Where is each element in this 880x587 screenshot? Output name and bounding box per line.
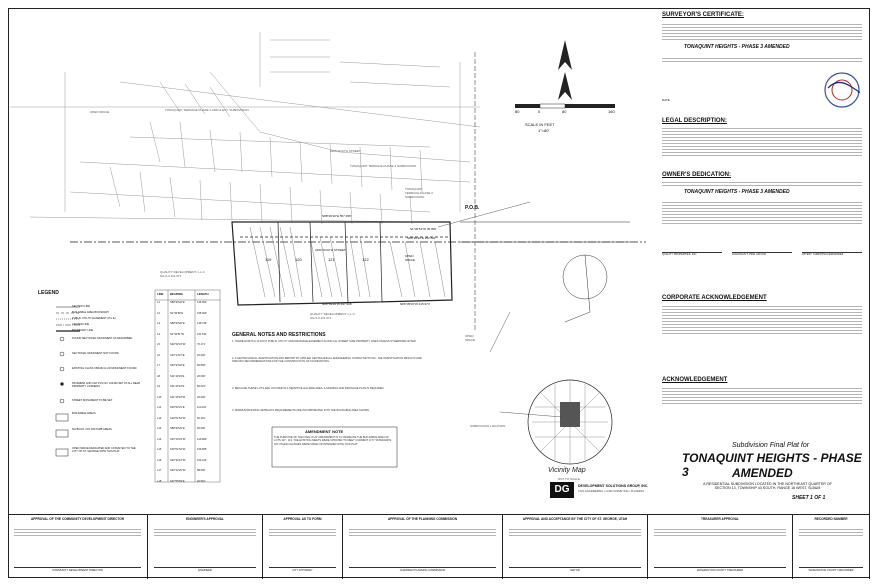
label-quality-dev: QUALITY DEVELOPMENT, L.L.C. SG-6-3-111-371 bbox=[160, 270, 206, 278]
line-table-cell: 66.658' bbox=[197, 364, 206, 367]
scale-tick-0: 0 bbox=[538, 109, 541, 114]
legend-item: FOUND SECTIONAL MONUMENT AS DESCRIBED bbox=[72, 337, 133, 340]
scale-ratio: 1"=80' bbox=[538, 128, 550, 133]
label-bearing-bottom2: N86°05'00"W 215.973' bbox=[400, 302, 431, 306]
approval-block bbox=[343, 515, 503, 579]
approval-signature-line: ENGINEER bbox=[154, 567, 256, 572]
surveyor-date-label: DATE bbox=[662, 98, 670, 102]
line-table-cell: L8 bbox=[157, 374, 160, 378]
line-table-cell: S23°10'43"W bbox=[170, 437, 186, 441]
label-bearing-pob: S1°30'51"W 35.000' bbox=[410, 227, 437, 231]
line-table-cell: L4 bbox=[157, 332, 160, 336]
approval-signature-line: COMMUNITY DEVELOPMENT DIRECTOR bbox=[14, 567, 141, 572]
line-table-cell: 155.000' bbox=[197, 311, 207, 315]
legend-item: OPEN SPACE DEDICATED AND CONVEYED TO THE CITY OF ST. GEORGE WITH THIS PLAT bbox=[72, 447, 136, 453]
line-table-cell: L12 bbox=[157, 416, 162, 420]
scale-tick-160: 160 bbox=[608, 109, 615, 114]
general-notes-title: GENERAL NOTES AND RESTRICTIONS bbox=[232, 332, 326, 338]
company-tagline: CIVIL ENGINEERING • LAND SURVEYING • PLANNING bbox=[578, 490, 645, 493]
general-note-item: 4. MINIMUM BUILDING SETBACKS REQUIREMENTS ARE INCORPORATED INTO THE BUILDABLE AREA SHOWN. bbox=[232, 409, 370, 412]
line-table-cell: L10 bbox=[157, 395, 162, 399]
scale-bar bbox=[515, 104, 615, 108]
line-table-cell: 149.749' bbox=[197, 322, 207, 325]
amendment-note-title: AMENDMENT NOTE bbox=[305, 429, 344, 434]
approval-block bbox=[648, 515, 793, 579]
line-table-cell: 95.000' bbox=[197, 427, 206, 430]
line-table-cell: L18 bbox=[157, 479, 162, 483]
vicinity-map bbox=[500, 380, 612, 464]
line-table-cell: L3 bbox=[157, 322, 160, 325]
line-table-cell: S20°01'52"W bbox=[170, 416, 186, 420]
label-tonaquint-terrace-3: TONAQUINT TERRACE PHASE 3 SUBDIVISION bbox=[405, 187, 433, 199]
line-table-cell: L15 bbox=[157, 448, 162, 451]
label-pob: P.O.B. bbox=[465, 205, 480, 211]
approval-heading: TREASURER APPROVAL bbox=[700, 517, 740, 521]
legend-item: BOUNDARY LINE bbox=[72, 329, 94, 332]
approval-block bbox=[503, 515, 648, 579]
line-table-cell: L14 bbox=[157, 437, 162, 441]
approval-heading: APPROVAL OF THE PLANNING COMMISSION bbox=[387, 517, 458, 521]
line-table-cell: N88°26'20"E bbox=[170, 322, 185, 325]
legend-item: 5/8 REBAR AND CAP PLS NO. 162130 SET AT ALL REAR PROPERTY CORNERS bbox=[72, 382, 141, 388]
line-table-cell: 46.562' bbox=[197, 479, 206, 483]
line-table-cell: S11°40'19"E bbox=[170, 374, 185, 378]
scale-label: SCALE IN FEET bbox=[525, 122, 555, 127]
line-table-cell: 20.000' bbox=[197, 353, 206, 357]
label-bearing-top: N88°26'20"E 557.458' bbox=[322, 214, 352, 218]
line-table-cell: S40°52'21"E bbox=[170, 406, 185, 409]
line-table-cell: S11°40'19"E bbox=[170, 385, 185, 388]
approval-heading: APPROVAL OF THE COMMUNITY DEVELOPMENT DIRECTOR bbox=[30, 517, 125, 521]
final-plat-title-2: AMENDED bbox=[732, 466, 793, 480]
line-table-cell: S20°01'52"W bbox=[170, 448, 186, 451]
line-table-grid bbox=[155, 290, 220, 482]
line-table-cell: L17 bbox=[157, 469, 162, 472]
line-table-cell: N1°30'50"E bbox=[170, 311, 184, 315]
line-table-cell: 70.171' bbox=[197, 343, 206, 346]
line-table-cell: L16 bbox=[157, 458, 162, 462]
label-2400-south: 2400 SOUTH STREET bbox=[330, 149, 361, 153]
lot-121: 121 bbox=[328, 257, 335, 262]
line-table-header: LENGTH bbox=[197, 292, 209, 296]
legend-item: SECTIONAL MONUMENT NOT FOUND bbox=[72, 352, 119, 355]
general-note-item: 3. BECAUSE THESE LOTS ARE LOCATED IN A SENSITIVE HILLSIDE AREA, A GRADING AND DRAINAGE PLAN IS REQUIRED. bbox=[232, 387, 385, 390]
legend-title: LEGEND bbox=[38, 290, 59, 296]
approval-block bbox=[793, 515, 870, 579]
line-table-cell: L2 bbox=[157, 311, 160, 315]
approval-heading: APPROVAL AND ACCEPTANCE BY THE CITY OF ST. GEORGE, UTAH bbox=[522, 517, 628, 521]
owner-sig-3: ATTEST: CHRISTINA FERNANDEZ bbox=[802, 252, 862, 256]
amendment-note-text: THE PURPOSE OF THE FINAL PLAT AMENDMENT IS TO INCREASE THE BUILDABLE AREA OF LOTS 117 - 119. THE EXISTING MEETS WERE UPDATED TO MEET CURRENT CITY STANDARDS. NO OTHER CHANGES WERE MADE OR INTENDED WITH THIS PLAT. bbox=[274, 436, 392, 446]
corporate-ack-heading: CORPORATE ACKNOWLEDGEMENT bbox=[662, 295, 767, 301]
line-table-cell: S30°34'46"E bbox=[170, 364, 185, 367]
line-table-cell: L13 bbox=[157, 427, 162, 430]
approval-heading: ENGINEER'S APPROVAL bbox=[186, 517, 224, 521]
approval-block bbox=[263, 515, 343, 579]
plat-map bbox=[10, 12, 649, 497]
approval-signature-line: WASHINGTON COUNTY TREASURER bbox=[654, 567, 786, 572]
line-table-cell: L9 bbox=[157, 385, 160, 388]
legend-item: BUILDABLE AREAS bbox=[72, 412, 96, 415]
label-open-space-2: OPEN SPACE bbox=[465, 334, 475, 342]
surveyor-plat-title: TONAQUINT HEIGHTS - PHASE 3 AMENDED bbox=[684, 44, 790, 50]
label-open-space: OPEN SPACE bbox=[90, 110, 110, 114]
line-table-cell: S11°40'19"W bbox=[170, 395, 186, 399]
legend-item: EXISTING CLASS I BRAIN & LID MONUMENT FOUND bbox=[72, 367, 137, 370]
line-table-cell: S37°55'59"E bbox=[170, 479, 185, 483]
approval-block bbox=[8, 515, 148, 579]
line-table-cell: 146.062' bbox=[197, 301, 207, 304]
line-table-cell: L6 bbox=[157, 353, 160, 357]
approval-heading: RECORDED NUMBER bbox=[814, 517, 848, 521]
line-table-cell: 166.865' bbox=[197, 448, 207, 451]
legal-text bbox=[662, 126, 862, 158]
scale-tick-80a: 80 bbox=[515, 109, 520, 114]
line-table-cell: N88°26'20"E bbox=[170, 427, 185, 430]
line-table-cell: L1 bbox=[157, 301, 160, 304]
lot-122: 122 bbox=[362, 257, 369, 262]
legend-item: STREET MONUMENT TO BE SET bbox=[72, 399, 113, 402]
legend-item: SECTION LINE bbox=[72, 305, 91, 308]
line-table-cell: N88°26'20"E bbox=[170, 301, 185, 304]
line-table-cell: N1°30'51"W bbox=[170, 332, 184, 336]
vicinity-map-scale: NOT TO SCALE bbox=[558, 477, 580, 481]
approval-block bbox=[148, 515, 263, 579]
company-name: DEVELOPMENT SOLUTIONS GROUP, INC. bbox=[578, 484, 649, 488]
final-plat-subtitle: Subdivision Final Plat for bbox=[732, 442, 810, 449]
sheet-number: SHEET 1 OF 1 bbox=[792, 495, 826, 501]
line-table-cell: 88.000' bbox=[197, 469, 206, 472]
north-arrow-icon bbox=[558, 40, 572, 100]
line-table-cell: L5 bbox=[157, 343, 160, 346]
approval-strip bbox=[8, 514, 870, 579]
line-table-cell: L11 bbox=[157, 406, 162, 409]
line-table-cell: 111.001' bbox=[197, 406, 207, 409]
approval-signature-line: MAYOR bbox=[509, 567, 641, 572]
line-table-header: LINE bbox=[157, 292, 164, 296]
lot-120: 120 bbox=[295, 257, 302, 262]
line-table-cell: S20°32'16"W bbox=[170, 458, 186, 462]
line-table-cell: 103.442' bbox=[197, 458, 207, 462]
line-table-cell: 161.531' bbox=[197, 332, 207, 336]
lot-open-space: OPEN SPACE bbox=[405, 254, 415, 262]
line-table-cell: S20°32'16"W bbox=[170, 343, 186, 346]
line-table-cell: 60.101' bbox=[197, 416, 206, 420]
legend-item: PUBLIC UTILITY EASEMENT (P.U.E.) bbox=[72, 317, 117, 320]
surveyor-text bbox=[662, 22, 862, 42]
approval-signature-line: WASHINGTON COUNTY RECORDER bbox=[799, 567, 863, 572]
final-plat-description: A RESIDENTIAL SUBDIVISION LOCATED IN THE NORTHEAST QUARTER OF SECTION 13, TOWNSHIP 43 SOUTH, RANGE 16 WEST, SLB&M bbox=[703, 482, 832, 490]
owners-heading: OWNER'S DEDICATION: bbox=[662, 172, 731, 178]
legend-item: BUILDABLE AREA BOUNDARY bbox=[72, 311, 110, 314]
legend-item: CENTER LINE bbox=[72, 323, 90, 326]
surveyor-seal-icon bbox=[822, 70, 862, 110]
label-bearing-pob2: N88°26'20"E 252.521' bbox=[407, 236, 437, 240]
general-note-item: 1. THERE EXISTS A 10 FOOT PUBLIC UTILITY AND DRAINAGE EASEMENT ALONG ALL STREET SIDE PROPERTY LINES UNLESS OTHERWISE NOTED. bbox=[232, 340, 417, 343]
label-2460-south: 2460 SOUTH STREET bbox=[315, 248, 346, 252]
approval-heading: APPROVAL AS TO FORM bbox=[283, 517, 322, 521]
company-logo: DG bbox=[550, 482, 574, 498]
lot-119: 119 bbox=[265, 257, 272, 262]
plat-drawing bbox=[10, 12, 649, 497]
approval-signature-line: CITY ATTORNEY bbox=[269, 567, 336, 572]
legend-item: NO BUILD / NO DISTURB AREAS bbox=[72, 428, 112, 431]
surveyor-heading: SURVEYOR'S CERTIFICATE: bbox=[662, 12, 744, 18]
vicinity-map-title: Vicinity Map bbox=[548, 467, 586, 474]
label-quality-dev-2: QUALITY DEVELOPMENT, L.L.C. SG-6-3-111-371 bbox=[310, 312, 356, 320]
line-table-cell: 20.000' bbox=[197, 374, 206, 378]
line-table-cell: S10°14'37"E bbox=[170, 353, 185, 357]
line-table-cell: 129.863' bbox=[197, 437, 207, 441]
right-panel bbox=[662, 12, 867, 501]
owner-sig-1: QUALITY PROPERTIES, INC. bbox=[662, 252, 722, 256]
label-tonaquint-terrace: TONAQUINT TERRACE PHASE 2 SUBDIVISION bbox=[350, 164, 417, 168]
owner-sig-2: JONATHAN T. PIKE, MAYOR bbox=[732, 252, 792, 256]
general-note-item: 2. A GEOTECHNICAL INVESTIGATION AND REPORT BY APPLIED GEOTECHNICAL ENGINEERING CONSULTANTS INC. THE INVESTIGATION RESULTS AND SPECIFIC RECOMMENDATIONS FOR THE CONSTRUCTION OF FOUNDATIONS. bbox=[232, 357, 422, 364]
line-table-cell: 25.000' bbox=[197, 395, 206, 399]
label-bearing-bottom: N88°59'29"W 497.996' bbox=[322, 302, 353, 306]
legal-heading: LEGAL DESCRIPTION: bbox=[662, 118, 727, 124]
approval-signature-line: CHAIRMAN PLANNING COMMISSION bbox=[349, 567, 496, 572]
owners-signatures bbox=[662, 252, 862, 256]
line-table-cell: S20°22'20"W bbox=[170, 469, 186, 472]
line-table-header: BEARING bbox=[170, 292, 183, 296]
final-plat-title: TONAQUINT HEIGHTS - PHASE 3 bbox=[682, 451, 862, 479]
owners-plat-title: TONAQUINT HEIGHTS - PHASE 3 AMENDED bbox=[684, 189, 790, 195]
ack-heading: ACKNOWLEDGEMENT bbox=[662, 377, 728, 383]
label-tonaquint-terrace-2: TONAQUINT TERRACE PHASE 2 AMD & EXT. SUBDIVISION bbox=[165, 108, 249, 112]
line-table-cell: L7 bbox=[157, 364, 160, 367]
line-table-cell: 56.043' bbox=[197, 385, 206, 388]
scale-tick-80b: 80 bbox=[562, 109, 567, 114]
label-subdivision-location: SUBDIVISION LOCATION bbox=[470, 424, 506, 428]
